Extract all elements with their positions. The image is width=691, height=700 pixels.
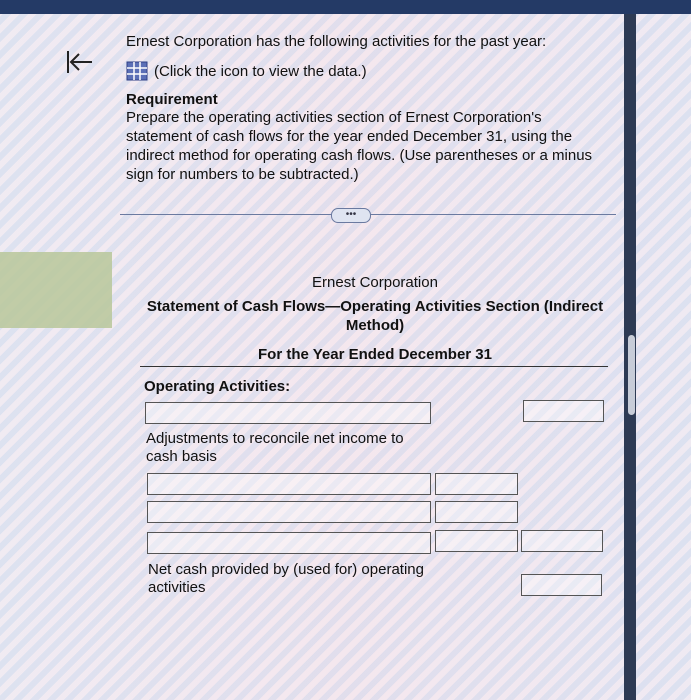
back-arrow-icon[interactable]: [64, 48, 94, 76]
adjustments-label: Adjustments to reconcile net income to cash basis: [146, 430, 404, 465]
background-highlight: [0, 252, 112, 328]
adjustment-amount-input-3[interactable]: [435, 530, 518, 552]
adjustment-label-input-1[interactable]: [147, 473, 431, 495]
adjustment-amount-input-2[interactable]: [435, 501, 518, 523]
scrollbar-thumb[interactable]: [628, 335, 635, 415]
header-rule: [140, 366, 608, 367]
company-name: Ernest Corporation: [312, 274, 438, 291]
more-button[interactable]: •••: [331, 208, 371, 223]
total-adjustments-input[interactable]: [521, 530, 603, 552]
question-intro: Ernest Corporation has the following activities for the past year:: [126, 33, 547, 50]
adjustment-amount-input-1[interactable]: [435, 473, 518, 495]
window-top-bar: [0, 0, 691, 14]
net-income-amount-input[interactable]: [523, 400, 604, 422]
view-data-text[interactable]: (Click the icon to view the data.): [154, 62, 367, 80]
data-grid-icon[interactable]: [126, 61, 148, 81]
statement-period: For the Year Ended December 31: [258, 346, 492, 363]
adjustment-label-input-2[interactable]: [147, 501, 431, 523]
net-cash-label: Net cash provided by (used for) operating activities: [148, 561, 424, 596]
adjustment-label-input-3[interactable]: [147, 532, 431, 554]
view-data-link[interactable]: [126, 61, 367, 81]
requirement-heading: Requirement: [126, 91, 218, 108]
net-cash-amount-input[interactable]: [521, 574, 602, 596]
statement-title: Statement of Cash Flows—Operating Activities Section (Indirect Method): [146, 298, 604, 334]
operating-activities-label: Operating Activities:: [144, 378, 291, 395]
net-income-label-input[interactable]: [145, 402, 431, 424]
requirement-text: Prepare the operating activities section of Ernest Corporation's statement of cash flows for the year ended December 31, using the indirect method for operating cash flows. (Use parentheses or a minus sign for numbers to be subtracted.): [126, 109, 593, 183]
